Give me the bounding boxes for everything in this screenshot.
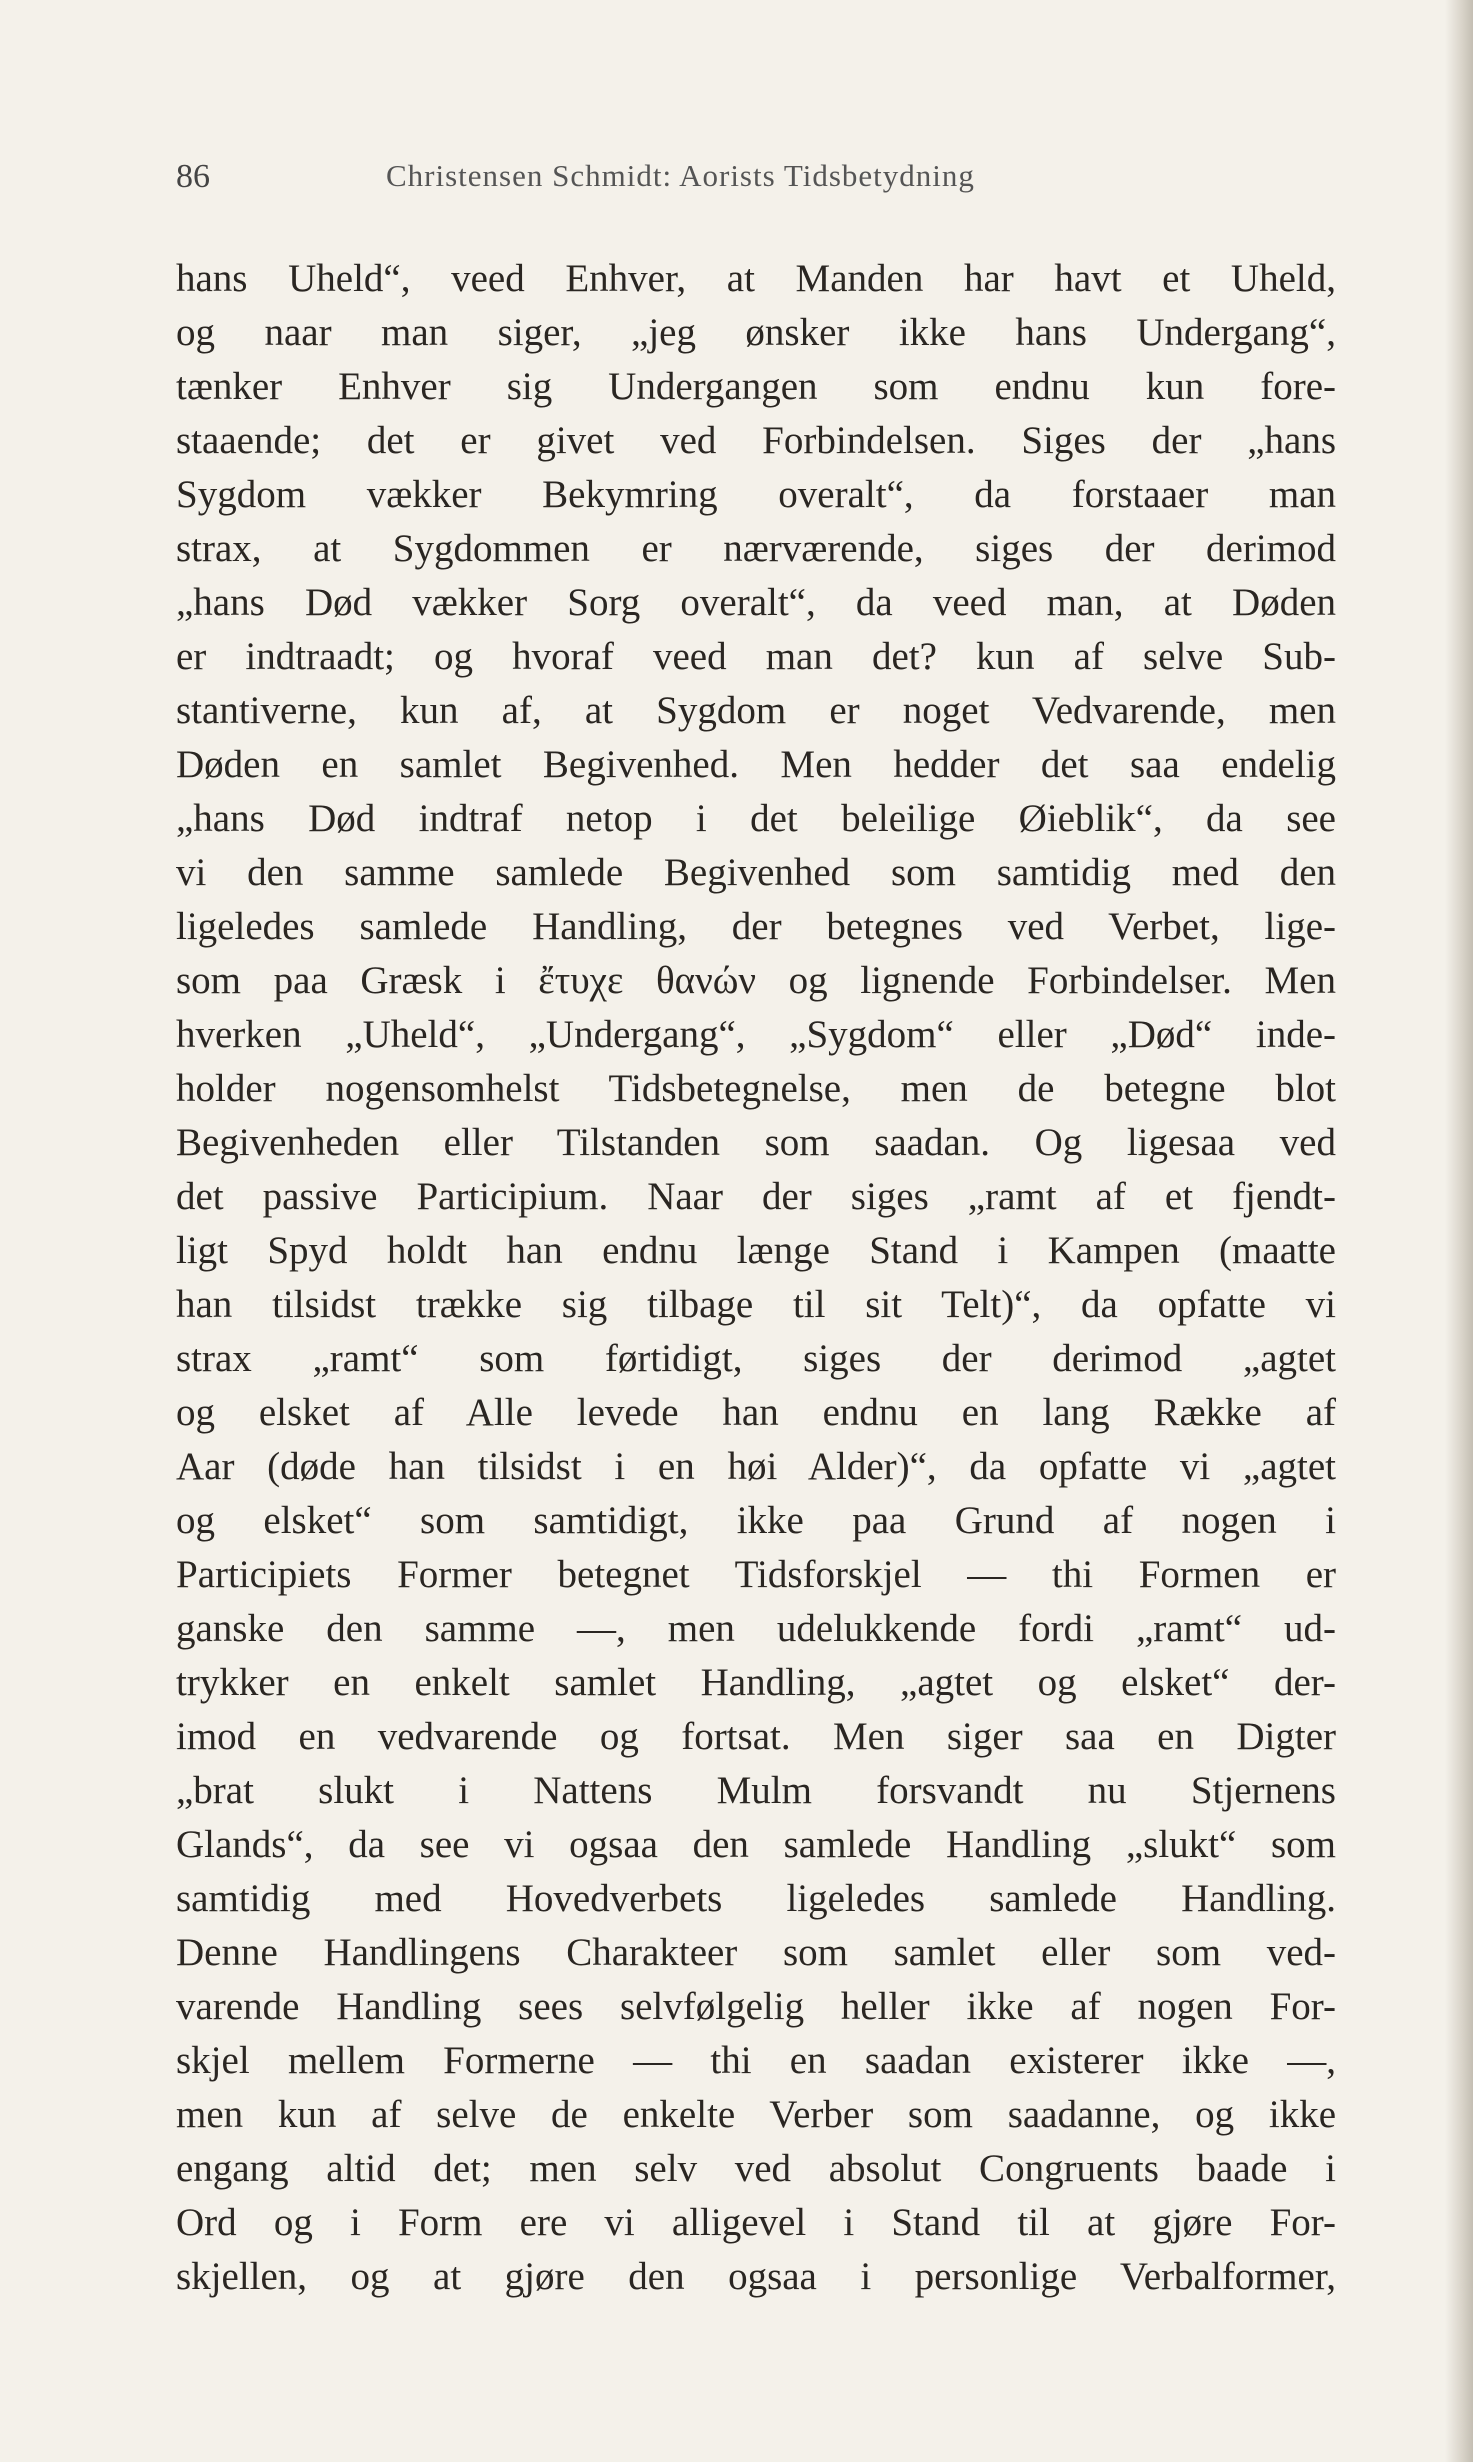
text-line: „hans Død indtraf netop i det beleilige Øieblik“, da see [176,797,1336,840]
text-line: men kun af selve de enkelte Verber som saadanne, og ikke [176,2093,1336,2136]
text-line: skjellen, og at gjøre den ogsaa i personlige Verbalformer, [176,2255,1336,2298]
text-line: Glands“, da see vi ogsaa den samlede Handling „slukt“ som [176,1823,1336,1866]
text-line: er indtraadt; og hvoraf veed man det? kun af selve Sub- [176,635,1336,678]
text-line: staaende; det er givet ved Forbindelsen. Siges der „hans [176,419,1336,462]
text-line: varende Handling sees selvfølgelig heller ikke af nogen For- [176,1985,1336,2028]
text-line: samtidig med Hovedverbets ligeledes samlede Handling. [176,1877,1336,1920]
text-line: som paa Græsk i ἔτυχε θανών og lignende Forbindelser. Men [176,959,1336,1002]
text-line: skjel mellem Formerne — thi en saadan existerer ikke —, [176,2039,1336,2082]
text-line: det passive Participium. Naar der siges „ramt af et fjendt- [176,1175,1336,1218]
text-line: vi den samme samlede Begivenhed som samtidig med den [176,851,1336,894]
text-line: imod en vedvarende og fortsat. Men siger saa en Digter [176,1715,1336,1758]
text-line: og naar man siger, „jeg ønsker ikke hans Undergang“, [176,311,1336,354]
text-line: holder nogensomhelst Tidsbetegnelse, men de betegne blot [176,1067,1336,1110]
text-line: „brat slukt i Nattens Mulm forsvandt nu Stjernens [176,1769,1336,1812]
text-line: Participiets Former betegnet Tidsforskjel — thi Formen er [176,1553,1336,1596]
text-line: Døden en samlet Begivenhed. Men hedder det saa endelig [176,743,1336,786]
running-title: Christensen Schmidt: Aorists Tidsbetydning [386,158,975,193]
text-line: Aar (døde han tilsidst i en høi Alder)“, da opfatte vi „agtet [176,1445,1336,1488]
text-line: hverken „Uheld“, „Undergang“, „Sygdom“ eller „Død“ inde- [176,1013,1336,1056]
text-line: Begivenheden eller Tilstanden som saadan. Og ligesaa ved [176,1121,1336,1164]
text-line: ligt Spyd holdt han endnu længe Stand i Kampen (maatte [176,1229,1336,1272]
text-line: strax „ramt“ som førtidigt, siges der derimod „agtet [176,1337,1336,1380]
text-line: han tilsidst trække sig tilbage til sit Telt)“, da opfatte vi [176,1283,1336,1326]
text-line: Denne Handlingens Charakteer som samlet eller som ved- [176,1931,1336,1974]
text-line: „hans Død vækker Sorg overalt“, da veed man, at Døden [176,581,1336,624]
text-line: hans Uheld“, veed Enhver, at Manden har havt et Uheld, [176,257,1336,300]
page-edge [1445,0,1473,2462]
body-text [176,252,1336,2304]
text-line: og elsket“ som samtidigt, ikke paa Grund af nogen i [176,1499,1336,1542]
text-line: Ord og i Form ere vi alligevel i Stand til at gjøre For- [176,2201,1336,2244]
text-line: tænker Enhver sig Undergangen som endnu kun fore- [176,365,1336,408]
text-line: stantiverne, kun af, at Sygdom er noget Vedvarende, men [176,689,1336,732]
text-line: strax, at Sygdommen er nærværende, siges der derimod [176,527,1336,570]
text-line: ganske den samme —, men udelukkende fordi „ramt“ ud- [176,1607,1336,1650]
text-line: engang altid det; men selv ved absolut Congruents baade i [176,2147,1336,2190]
page-number: 86 [176,158,210,195]
text-line: ligeledes samlede Handling, der betegnes ved Verbet, lige- [176,905,1336,948]
text-line: og elsket af Alle levede han endnu en lang Række af [176,1391,1336,1434]
page-header [176,150,1336,200]
text-line: Sygdom vækker Bekymring overalt“, da forstaaer man [176,473,1336,516]
text-line: trykker en enkelt samlet Handling, „agtet og elsket“ der- [176,1661,1336,1704]
